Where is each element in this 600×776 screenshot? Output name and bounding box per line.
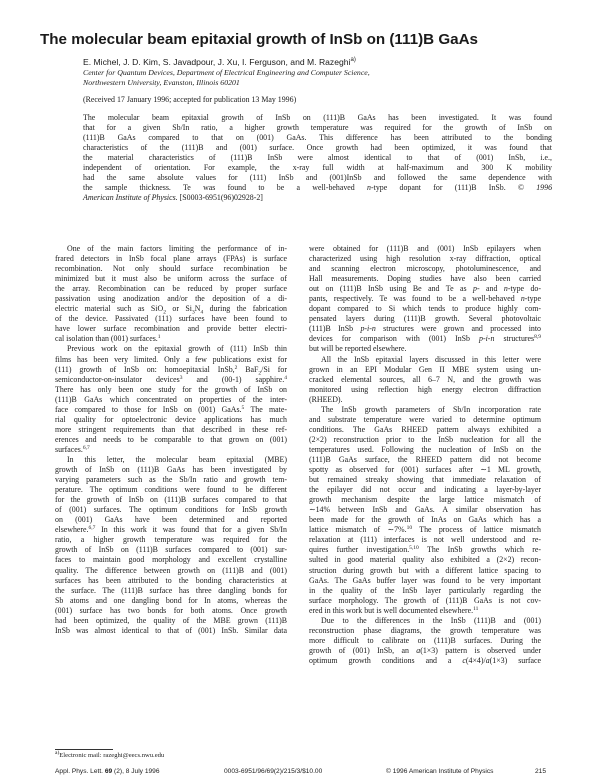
body-line: (RHEED).	[309, 394, 343, 404]
body-line: on (001) GaAs have been determined and reported	[55, 515, 287, 525]
body-line: (111)B GaAs which concentrated on properties of the inter-	[55, 394, 287, 404]
body-line: were obtained for (111)B and (001) InSb epilayers when	[309, 244, 541, 253]
body-line: growth mechanism despite the large lattice mismatch of	[309, 495, 541, 505]
footnote-marker: a)	[55, 750, 60, 756]
abstract-line	[83, 193, 552, 203]
body-line: Sb atoms and one dangling bond for In atoms, whereas the	[55, 595, 287, 605]
journal-name: Appl. Phys. Lett.	[55, 768, 105, 775]
body-text: electric material such as SiO	[55, 304, 164, 314]
body-line: In this letter, the molecular beam epitaxial (MBE)	[67, 454, 287, 464]
body-text: elsewhere.	[55, 525, 89, 535]
left-column	[55, 244, 287, 636]
body-italic: a	[485, 655, 490, 665]
abstract-line: that for a given Sb/In ratio, a higher growth temperature was required for the growth of InSb on	[83, 123, 552, 133]
journal-citation	[55, 768, 159, 776]
body-line: passivation using anodization and/or the deposition of a di-	[55, 294, 287, 304]
abstract-text: -type dopant for (111)B InSb. ©	[371, 183, 537, 193]
footnote-rule	[55, 749, 113, 750]
abstract-line	[83, 183, 552, 193]
body-line	[309, 324, 541, 334]
subscript: 2	[163, 309, 166, 315]
body-line: pensated layers during (111)B growth. Several photovoltaic	[309, 314, 541, 324]
body-italic: p-i-n	[360, 324, 376, 334]
reference-marker: 5,10	[409, 545, 419, 552]
body-line: cracked elemental sources, all 6–7 N, and the growth was	[309, 374, 541, 384]
subscript: 2	[258, 370, 262, 375]
body-line: grown in an EPI Modular Gen II MBE system using un-	[309, 364, 541, 374]
body-line: conditions. The GaAs RHEED pattern always exhibited a	[309, 424, 541, 434]
body-italic: n	[520, 294, 525, 304]
reference-marker: 6,7	[82, 444, 90, 451]
body-line	[55, 334, 287, 344]
body-line: the surface. The (111)B surface has three dangling bonds for	[55, 585, 287, 595]
right-column	[309, 244, 541, 666]
body-line: more stringent requirements than that described in these ref-	[55, 424, 287, 434]
body-italic: c	[462, 655, 466, 665]
body-line: varying parameters such as the Sb/In ratio and growth tem-	[55, 475, 287, 485]
reference-marker: 1	[157, 334, 161, 341]
body-line	[55, 405, 287, 415]
abstract-line: had the same absolute values for (111) InSb and (001)InSb and followed the same dependence with	[83, 173, 552, 183]
body-line	[309, 525, 541, 535]
body-line: of (001) surfaces. The optimum conditions for InSb growth	[55, 505, 287, 515]
body-line	[309, 294, 541, 304]
body-line: ∼14% between InSb and GaAs. A similar observation has	[309, 505, 541, 515]
body-line: There has only been one study for the growth of InSb on	[55, 384, 287, 394]
journal-issue-date: (2), 8 July 1996	[112, 768, 160, 775]
body-line: and scanning electron microscopy, photoluminescence, and	[309, 264, 541, 274]
body-text: The process of lattice mismatch	[412, 525, 541, 535]
abstract-text: the sample thickness. Te was found to be a well-behaved	[83, 183, 368, 193]
copyright-notice: © 1996 American Institute of Physics	[386, 768, 494, 775]
body-text: (111) growth of InSb on: homoepitaxial InSb,	[55, 364, 235, 374]
author-email-footnote	[55, 752, 164, 760]
affiliation-line: Center for Quantum Devices, Department of Electrical Engineering and Computer Science,	[83, 68, 370, 77]
body-line	[309, 646, 541, 656]
reference-marker: 6,7	[88, 525, 96, 532]
body-text: (1×3) pattern is observed under	[420, 645, 541, 655]
author-list	[83, 55, 583, 68]
body-text: structures were grown and processed into	[375, 324, 541, 334]
article-code: 0003-6951/96/69(2)/215/3/$10.00	[224, 768, 323, 775]
body-line: characterized using high resolution x-ray diffraction, optical	[309, 254, 541, 264]
body-line: the epilayer did not occur and indicating a layer-by-layer	[309, 485, 541, 495]
body-line: InSb was almost identical to that of (001) InSb. Similar data	[55, 625, 287, 635]
author-footnote-marker: a)	[350, 57, 356, 63]
footnote-text: Electronic mail: razeghi@eecs.nwu.edu	[59, 752, 165, 759]
body-line	[309, 545, 541, 555]
received-dates: (Received 17 January 1996; accepted for publication 13 May 1996)	[83, 95, 297, 104]
body-italic: p-	[473, 284, 480, 294]
body-line	[55, 375, 287, 385]
body-line: but remained streaky showing that immediate relaxation of	[309, 475, 541, 485]
abstract-line: (111)B GaAs compared to that on (001) GaAs. This difference has been attributed to the bonding	[83, 133, 552, 143]
body-line: for the growth of InSb on (111)B surfaces compared to that	[55, 495, 287, 505]
body-line: dopant compared to Si which tends to produce highly com-	[309, 304, 541, 314]
body-text: structures	[494, 334, 535, 344]
body-text: N	[194, 304, 201, 314]
body-italic: n	[503, 284, 508, 294]
body-line: All the InSb epitaxial layers discussed in this letter were	[321, 354, 541, 364]
reference-marker: 3	[179, 374, 183, 381]
body-line: perature. The optimum conditions were found to be different	[55, 485, 287, 495]
body-line	[309, 656, 541, 666]
body-line: monitored using reflection high energy electron diffraction	[309, 384, 541, 394]
subscript: 3	[192, 309, 195, 315]
body-line: the array. Recombination can be reduced by proper surface	[55, 284, 287, 294]
body-line: ratio, a higher growth temperature was required for the	[55, 535, 287, 545]
body-text: optimum growth conditions and a	[309, 655, 463, 665]
body-line: surfaces has been attributed to the bonding characteristics at	[55, 575, 287, 585]
body-line: been made for the growth of InAs on GaAs which has a	[309, 515, 541, 525]
body-text: cal isolation than (001) surfaces.	[55, 334, 158, 344]
body-text: In this work it was found that for a given Sb/In	[95, 525, 287, 535]
abstract-italic: American Institute of Physics.	[83, 193, 178, 203]
body-text: growth of (001) InSb, an	[309, 645, 417, 655]
body-line: rial quality for optoelectronic device applications has much	[55, 414, 287, 424]
body-text: or Si	[165, 304, 192, 314]
body-text: and	[479, 284, 504, 294]
body-line	[309, 334, 541, 344]
body-line: erences and needs to be comparable to that grown on (001)	[55, 434, 287, 444]
body-text: during the fabrication	[203, 304, 287, 314]
article-title: The molecular beam epitaxial growth of InSb on (111)B GaAs	[40, 31, 479, 48]
body-line: surface morphology. The growth of (111)B GaAs is not cov-	[309, 595, 541, 605]
reference-marker: 10	[406, 525, 413, 532]
page-number: 215	[535, 768, 547, 775]
abstract-line: The molecular beam epitaxial growth of InSb on (111)B GaAs has been investigated. It was found	[83, 113, 552, 122]
body-line: frared detectors in InSb focal plane arrays (FPAs) is surface	[55, 254, 287, 264]
journal-volume: 69	[104, 768, 113, 775]
body-line: of the device. Passivated (111) surfaces have been found to	[55, 314, 287, 324]
body-line: minimized but it must also be uniform across the surface of	[55, 274, 287, 284]
body-text: ered in this work but is well documented elsewhere.	[309, 605, 474, 615]
body-line: had been optimized, the quality of the MBE grown (111)B	[55, 615, 287, 625]
abstract-line: the material characteristics of (111)B InSb were almost identical to that of (001) InSb, i.e.,	[83, 153, 552, 163]
body-line: growth of InSb on (111)B GaAs has been investigated by	[55, 465, 287, 475]
body-text: /Si for	[261, 364, 287, 374]
body-text: (111)B InSb	[309, 324, 361, 334]
pacs-code: [S0003-6951(96)02928-2]	[177, 193, 263, 203]
body-line	[55, 304, 287, 314]
body-line: and substrate temperature were varied to determine optimum	[309, 414, 541, 424]
body-text: devices for comparison with (001) InSb	[309, 334, 480, 344]
body-text: surfaces.	[55, 444, 83, 454]
affiliation-line: Northwestern University, Evanston, Illinois 60201	[83, 78, 240, 87]
body-line: faces to maintain good morphology and excellent crystalline	[55, 555, 287, 565]
body-line: (001) surface has two bonds for both atoms. Once growth	[55, 605, 287, 615]
body-line: struction during growth but with a different lattice spacing to	[309, 565, 541, 575]
reference-marker: 5	[241, 404, 245, 411]
body-text: and (00-1) sapphire.	[182, 374, 285, 384]
body-line: in the quality of the InSb layer particularly regarding the	[309, 585, 541, 595]
body-line: have lower surface recombination and provide better electri-	[55, 324, 287, 334]
body-line: (2×2) reconstruction prior to the InSb nucleation for all the	[309, 434, 541, 444]
body-text: The InSb growths which re-	[418, 545, 541, 555]
body-italic: p-i-n	[479, 334, 495, 344]
body-text: face compared to those for InSb on (001) GaAs.	[55, 404, 242, 414]
body-line: more difficult to calibrate on (111)B surfaces. During the	[309, 635, 541, 645]
body-line	[309, 284, 541, 294]
body-line: One of the main factors limiting the performance of in-	[67, 244, 287, 253]
body-italic: a	[416, 645, 421, 655]
body-line	[55, 365, 287, 375]
body-line: Previous work on the epitaxial growth of (111) InSb thin	[67, 344, 287, 354]
abstract-line: independent of orientation. For example, the x-ray full width at half-maximum and 300 K mobility	[83, 163, 552, 173]
body-text: lattice mismatch of ∼7%.	[309, 525, 407, 535]
abstract	[83, 113, 552, 203]
affiliation	[83, 68, 583, 88]
body-text: BaF	[237, 364, 259, 374]
body-line: The InSb growth parameters of Sb/In incorporation rate	[321, 404, 541, 414]
body-line: GaAs. The GaAs buffer layer was found to be very important	[309, 575, 541, 585]
body-line	[309, 606, 541, 616]
body-line: growth of InSb on (111)B surfaces compared to (001) sur-	[55, 545, 287, 555]
body-text: The mate-	[244, 404, 287, 414]
reference-marker: 8,9	[534, 334, 541, 341]
body-line	[55, 445, 287, 455]
body-line: Due to the differences in the InSb (111)B and (001)	[321, 615, 541, 625]
reference-marker: 11	[473, 605, 479, 612]
abstract-italic: n	[367, 183, 371, 193]
body-line: films has been very limited. Only a few publications exist for	[55, 354, 287, 364]
body-line: reconstruction phase diagrams, the growth temperature was	[309, 625, 541, 635]
body-line: spotty as observed for (001) surfaces after ∼1 ML growth,	[309, 465, 541, 475]
reference-marker: 2	[234, 364, 238, 371]
body-line: sulted in good material quality also exhibited a (2×2) recon-	[309, 555, 541, 565]
body-text: -type	[524, 294, 541, 304]
body-line: but will be reported elsewhere.	[309, 344, 407, 354]
body-text: (4×4)/	[465, 655, 486, 665]
body-line	[55, 525, 287, 535]
body-text: out on (111)B InSb using Be and Te as	[309, 284, 474, 294]
body-line: quality. The difference between growth on (111)B and (001)	[55, 565, 287, 575]
authors-text: E. Michel, J. D. Kim, S. Javadpour, J. Xu, I. Ferguson, and M. Razeghi	[83, 56, 351, 67]
body-line: recombination. Not only should surface recombination be	[55, 264, 287, 274]
body-text: (1×3) surface	[489, 655, 541, 665]
abstract-italic: 1996	[536, 183, 553, 193]
body-text: pants, respectively. Te was found to be a well-behaved	[309, 294, 521, 304]
body-line: relaxation at (111) interfaces is not well understood and re-	[309, 535, 541, 545]
abstract-line: characteristics of the (111)B and (001) surface. Once growth had been optimized, it was found that	[83, 143, 552, 153]
body-text: semiconductor-on-insulator devices	[55, 374, 180, 384]
body-line: Hall measurements. Doping studies have also been carried	[309, 274, 541, 284]
reference-marker: 4	[284, 374, 287, 381]
body-text: quires further investigation.	[309, 545, 410, 555]
body-text: -type do-	[507, 284, 541, 294]
body-line: (111)B GaAs surface, the RHEED pattern did not become	[309, 454, 541, 464]
subscript: 4	[200, 309, 204, 315]
body-line: temperatures used. Following the nucleation of InSb on the	[309, 444, 541, 454]
